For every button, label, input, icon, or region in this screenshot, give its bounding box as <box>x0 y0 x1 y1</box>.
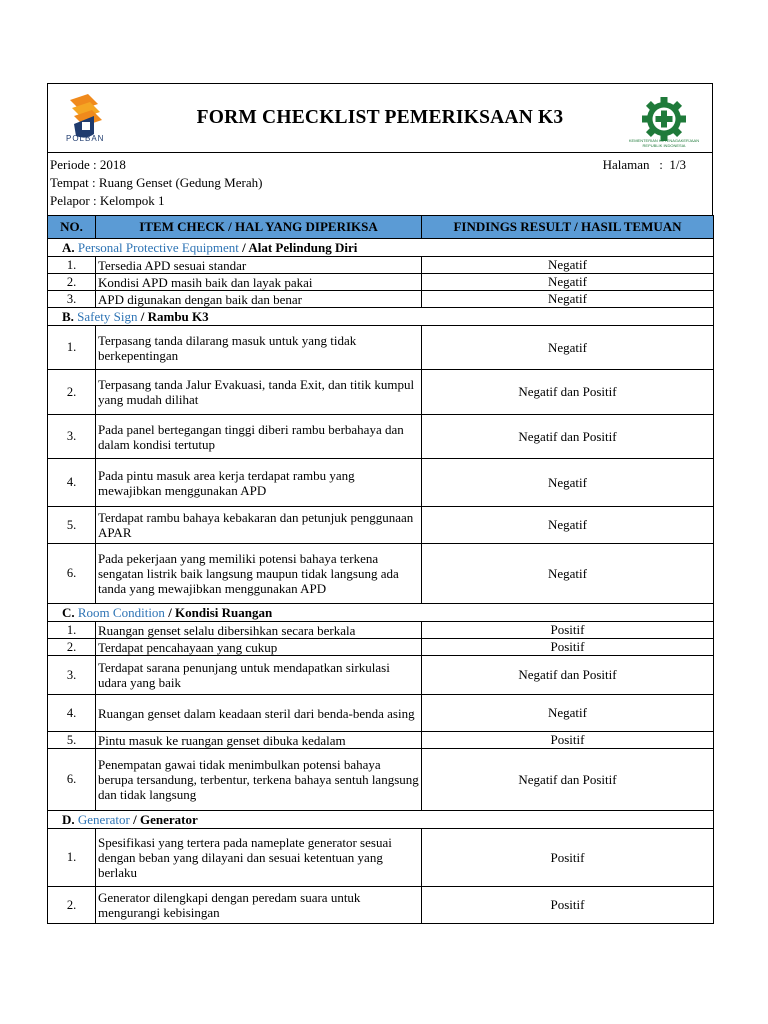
findings-result: Negatif <box>422 459 714 507</box>
section-title-indonesian: / Alat Pelindung Diri <box>238 239 358 255</box>
section-title <box>48 811 714 829</box>
item-number: 2. <box>48 274 96 291</box>
findings-result: Negatif dan Positif <box>422 370 714 415</box>
column-header-item: ITEM CHECK / HAL YANG DIPERIKSA <box>96 216 422 239</box>
table-row <box>48 291 714 308</box>
item-number: 4. <box>48 459 96 507</box>
item-check: Terdapat rambu bahaya kebakaran dan petunjuk penggunaan APAR <box>96 507 422 544</box>
findings-result: Positif <box>422 732 714 749</box>
findings-result: Negatif <box>422 257 714 274</box>
form-header <box>47 83 713 153</box>
item-check: Pada pekerjaan yang memiliki potensi bahaya terkena sengatan listrik baik langsung maupun tidak langsung ada tanda yang mewajibkan menggunakan APD <box>96 544 422 604</box>
findings-result: Negatif <box>422 326 714 370</box>
findings-result: Negatif dan Positif <box>422 415 714 459</box>
item-number: 1. <box>48 622 96 639</box>
section-title <box>48 308 714 326</box>
column-header-result: FINDINGS RESULT / HASIL TEMUAN <box>422 216 714 239</box>
form-info <box>47 153 713 215</box>
item-number: 3. <box>48 415 96 459</box>
table-row <box>48 274 714 291</box>
table-row <box>48 507 714 544</box>
item-check: Generator dilengkapi dengan peredam suara untuk mengurangi kebisingan <box>96 887 422 924</box>
table-row <box>48 749 714 811</box>
section-title-english: Personal Protective Equipment <box>77 239 239 255</box>
findings-result: Negatif <box>422 544 714 604</box>
section-row <box>48 604 714 622</box>
pelapor-field: Pelapor : Kelompok 1 <box>50 193 165 208</box>
item-number: 2. <box>48 370 96 415</box>
table-row <box>48 622 714 639</box>
item-check: Pada panel bertegangan tinggi diberi rambu berbahaya dan dalam kondisi tertutup <box>96 415 422 459</box>
findings-result: Negatif dan Positif <box>422 656 714 695</box>
item-check: Tersedia APD sesuai standar <box>96 257 422 274</box>
table-row <box>48 370 714 415</box>
findings-result: Negatif <box>422 291 714 308</box>
checklist-table <box>47 215 714 924</box>
section-row <box>48 239 714 257</box>
table-row <box>48 639 714 656</box>
tempat-field: Tempat : Ruang Genset (Gedung Merah) <box>50 175 263 190</box>
table-row <box>48 415 714 459</box>
checklist-body <box>48 239 714 924</box>
findings-result: Positif <box>422 639 714 656</box>
table-row <box>48 829 714 887</box>
item-number: 1. <box>48 257 96 274</box>
polban-logo-text: POLBAN <box>66 134 105 143</box>
findings-result: Positif <box>422 622 714 639</box>
item-number: 1. <box>48 326 96 370</box>
section-prefix: D. <box>62 811 75 827</box>
item-check: Terdapat sarana penunjang untuk mendapatkan sirkulasi udara yang baik <box>96 656 422 695</box>
table-row <box>48 544 714 604</box>
section-title-english: Room Condition <box>77 604 165 620</box>
findings-result: Negatif dan Positif <box>422 749 714 811</box>
item-check: Kondisi APD masih baik dan layak pakai <box>96 274 422 291</box>
section-row <box>48 811 714 829</box>
findings-result: Positif <box>422 829 714 887</box>
item-number: 3. <box>48 656 96 695</box>
halaman-field: Halaman : 1/3 <box>602 157 686 172</box>
item-number: 5. <box>48 507 96 544</box>
item-number: 3. <box>48 291 96 308</box>
item-check: Ruangan genset dalam keadaan steril dari benda-benda asing <box>96 695 422 732</box>
table-header-row <box>48 216 714 239</box>
item-number: 4. <box>48 695 96 732</box>
item-number: 6. <box>48 544 96 604</box>
findings-result: Positif <box>422 887 714 924</box>
section-title-indonesian: / Generator <box>129 811 198 827</box>
section-title-english: Safety Sign <box>77 308 138 324</box>
findings-result: Negatif <box>422 695 714 732</box>
item-check: Spesifikasi yang tertera pada nameplate generator sesuai dengan beban yang dilayani dan sesuai ketentuan yang berlaku <box>96 829 422 887</box>
item-check: Penempatan gawai tidak menimbulkan potensi bahaya berupa tersandung, terbentur, terkena bahaya sentuh langsung dan tidak langsung <box>96 749 422 811</box>
table-row <box>48 326 714 370</box>
section-prefix: B. <box>62 308 74 324</box>
item-check: Terdapat pencahayaan yang cukup <box>96 639 422 656</box>
item-number: 6. <box>48 749 96 811</box>
item-check: Pintu masuk ke ruangan genset dibuka kedalam <box>96 732 422 749</box>
item-number: 1. <box>48 829 96 887</box>
item-number: 2. <box>48 639 96 656</box>
table-row <box>48 887 714 924</box>
periode-field: Periode : 2018 <box>50 157 126 172</box>
table-row <box>48 459 714 507</box>
table-row <box>48 257 714 274</box>
table-row <box>48 656 714 695</box>
page-title: FORM CHECKLIST PEMERIKSAAN K3 <box>196 107 564 128</box>
section-title-english: Generator <box>77 811 130 827</box>
section-prefix: C. <box>62 604 75 620</box>
table-row <box>48 695 714 732</box>
section-title-indonesian: / Rambu K3 <box>137 308 209 324</box>
column-header-no: NO. <box>48 216 96 239</box>
item-check: Ruangan genset selalu dibersihkan secara berkala <box>96 622 422 639</box>
section-title <box>48 239 714 257</box>
item-check: Terpasang tanda Jalur Evakuasi, tanda Exit, dan titik kumpul yang mudah dilihat <box>96 370 422 415</box>
findings-result: Negatif <box>422 507 714 544</box>
section-prefix: A. <box>62 239 75 255</box>
findings-result: Negatif <box>422 274 714 291</box>
checklist-form <box>47 83 713 924</box>
section-row <box>48 308 714 326</box>
item-check: Terpasang tanda dilarang masuk untuk yang tidak berkepentingan <box>96 326 422 370</box>
k3-logo-caption: KEMENTERIAN KETENAGAKERJAAN REPUBLIK INDONESIA <box>628 138 700 148</box>
section-title-indonesian: / Kondisi Ruangan <box>164 604 273 620</box>
item-check: APD digunakan dengan baik dan benar <box>96 291 422 308</box>
item-number: 2. <box>48 887 96 924</box>
item-number: 5. <box>48 732 96 749</box>
section-title <box>48 604 714 622</box>
table-row <box>48 732 714 749</box>
item-check: Pada pintu masuk area kerja terdapat rambu yang mewajibkan menggunakan APD <box>96 459 422 507</box>
